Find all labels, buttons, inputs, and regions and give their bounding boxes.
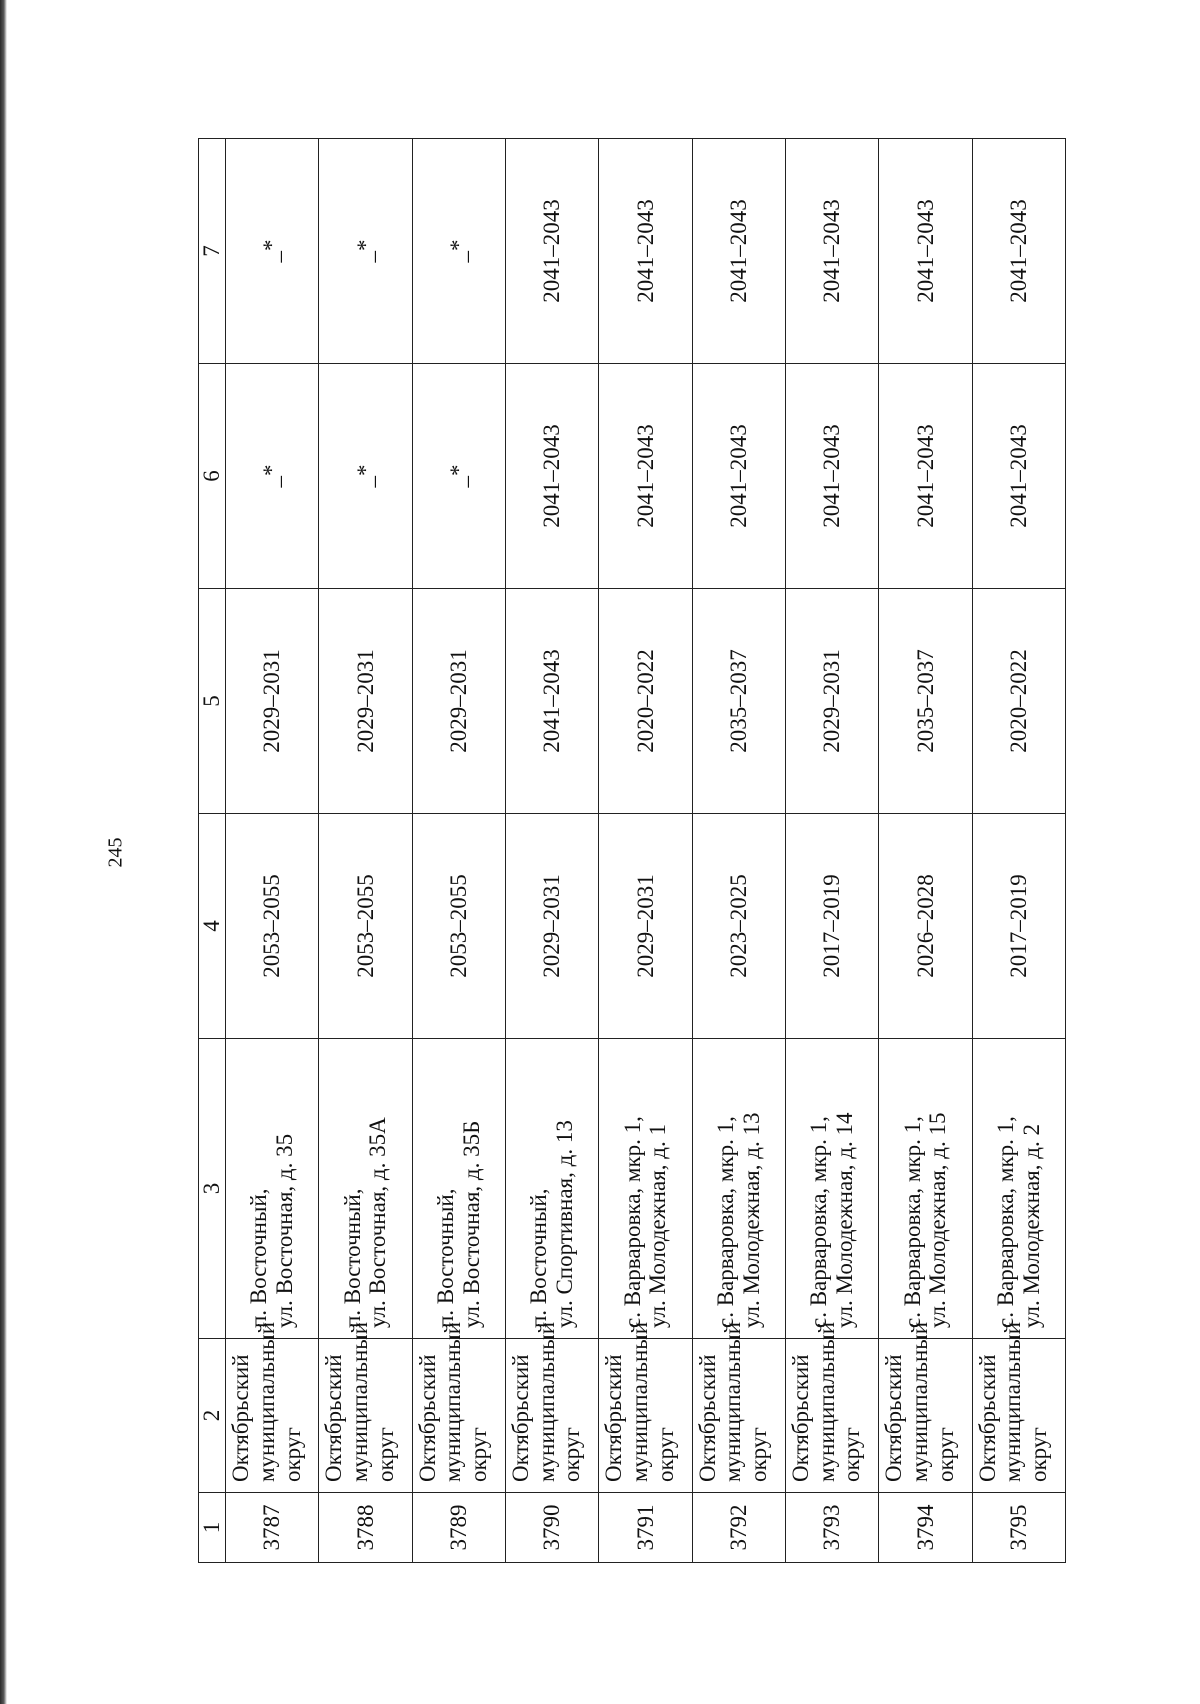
- column-header-6: 6: [199, 364, 226, 589]
- address-line: ул. Молодежная, д. 13: [738, 1112, 764, 1328]
- header-row: [199, 139, 226, 1563]
- address-cell: [319, 1039, 412, 1339]
- district-line: Октябрьский: [321, 1354, 347, 1482]
- table-row: [972, 139, 1065, 1563]
- row-number-cell: 3792: [692, 1493, 785, 1563]
- district-line: муниципальный: [1000, 1321, 1026, 1482]
- district-cell: [505, 1321, 598, 1493]
- period-cell-c5: 2020–2022: [599, 589, 692, 814]
- address-line: ул. Спортивная, д. 13: [552, 1120, 578, 1328]
- district-line: Октябрьский: [414, 1354, 440, 1482]
- period-cell-c7: _*: [319, 139, 412, 364]
- table-row: [412, 139, 505, 1563]
- period-cell-c5: 2029–2031: [785, 589, 878, 814]
- district-cell: [785, 1321, 878, 1493]
- address-line: ул. Молодежная, д. 14: [832, 1112, 858, 1328]
- district-line: муниципальный: [720, 1321, 746, 1482]
- period-cell-c6: _*: [412, 364, 505, 589]
- page-number-text: 245: [104, 837, 127, 867]
- district-line: муниципальный: [347, 1321, 373, 1482]
- period-cell-c4: 2029–2031: [599, 814, 692, 1039]
- period-cell-c7: 2041–2043: [879, 139, 972, 364]
- address-line: ул. Восточная, д. 35: [272, 1133, 298, 1328]
- district-cell: [879, 1321, 972, 1493]
- address-cell: [692, 1039, 785, 1339]
- address-line: ул. Восточная, д. 35Б: [458, 1120, 484, 1328]
- period-cell-c6: 2041–2043: [505, 364, 598, 589]
- row-number-cell: 3795: [972, 1493, 1065, 1563]
- period-cell-c7: _*: [412, 139, 505, 364]
- district-line: округ: [1026, 1427, 1052, 1482]
- address-line: ул. Молодежная, д. 15: [925, 1112, 951, 1328]
- table-row: [785, 139, 878, 1563]
- district-line: муниципальный: [533, 1321, 559, 1482]
- period-cell-c4: 2029–2031: [505, 814, 598, 1039]
- period-cell-c6: 2041–2043: [785, 364, 878, 589]
- address-cell: [879, 1039, 972, 1339]
- period-cell-c6: 2041–2043: [879, 364, 972, 589]
- district-line: округ: [372, 1427, 398, 1482]
- period-cell-c4: 2053–2055: [412, 814, 505, 1039]
- address-line: п. Восточный,: [339, 1188, 365, 1328]
- period-cell-c7: 2041–2043: [785, 139, 878, 364]
- district-cell: [412, 1321, 505, 1493]
- district-line: Октябрьский: [881, 1354, 907, 1482]
- column-header-7: 7: [199, 139, 226, 364]
- address-line: п. Восточный,: [526, 1188, 552, 1328]
- period-cell-c5: 2035–2037: [879, 589, 972, 814]
- address-line: ул. Восточная, д. 35А: [365, 1117, 391, 1328]
- period-cell-c5: 2020–2022: [972, 589, 1065, 814]
- district-line: Октябрьский: [228, 1354, 253, 1482]
- district-line: муниципальный: [253, 1321, 279, 1482]
- district-line: Октябрьский: [601, 1354, 627, 1482]
- table-header: [199, 139, 226, 1563]
- address-line: с. Варваровка, мкр. 1,: [806, 1116, 832, 1328]
- row-number-cell: 3787: [226, 1493, 319, 1563]
- district-cell: [692, 1321, 785, 1493]
- address-line: с. Варваровка, мкр. 1,: [899, 1116, 925, 1328]
- period-cell-c5: 2029–2031: [412, 589, 505, 814]
- row-number-cell: 3789: [412, 1493, 505, 1563]
- column-header-2: 2: [199, 1339, 226, 1493]
- address-cell: [505, 1039, 598, 1339]
- row-number-cell: 3790: [505, 1493, 598, 1563]
- district-line: Октябрьский: [507, 1354, 533, 1482]
- row-number-cell: 3793: [785, 1493, 878, 1563]
- table-row: [505, 139, 598, 1563]
- period-cell-c6: _*: [226, 364, 319, 589]
- period-cell-c5: 2029–2031: [226, 589, 319, 814]
- period-cell-c4: 2017–2019: [972, 814, 1065, 1039]
- district-line: муниципальный: [440, 1321, 466, 1482]
- column-header-5: 5: [199, 589, 226, 814]
- district-line: муниципальный: [627, 1321, 653, 1482]
- period-cell-c4: 2053–2055: [226, 814, 319, 1039]
- table-row: [319, 139, 412, 1563]
- data-table: [198, 138, 1066, 1563]
- column-header-4: 4: [199, 814, 226, 1039]
- table-row: [879, 139, 972, 1563]
- address-line: ул. Молодежная, д. 2: [1018, 1124, 1044, 1328]
- district-cell: [972, 1321, 1065, 1493]
- address-line: с. Варваровка, мкр. 1,: [713, 1116, 739, 1328]
- period-cell-c5: 2041–2043: [505, 589, 598, 814]
- period-cell-c6: 2041–2043: [599, 364, 692, 589]
- period-cell-c6: 2041–2043: [692, 364, 785, 589]
- period-cell-c4: 2053–2055: [319, 814, 412, 1039]
- period-cell-c6: 2041–2043: [972, 364, 1065, 589]
- address-line: с. Варваровка, мкр. 1,: [619, 1116, 645, 1328]
- district-line: округ: [559, 1427, 585, 1482]
- district-line: Октябрьский: [694, 1354, 720, 1482]
- address-line: п. Восточный,: [433, 1188, 459, 1328]
- period-cell-c7: 2041–2043: [505, 139, 598, 364]
- table-row: [599, 139, 692, 1563]
- district-cell: [319, 1321, 412, 1493]
- address-line: ул. Молодежная, д. 1: [645, 1124, 671, 1328]
- district-line: округ: [279, 1427, 305, 1482]
- period-cell-c7: 2041–2043: [972, 139, 1065, 364]
- period-cell-c7: 2041–2043: [692, 139, 785, 364]
- row-number-cell: 3791: [599, 1493, 692, 1563]
- address-cell: [599, 1039, 692, 1339]
- address-line: с. Варваровка, мкр. 1,: [993, 1116, 1019, 1328]
- period-cell-c5: 2029–2031: [319, 589, 412, 814]
- table-frame: [198, 139, 1066, 1563]
- address-cell: [226, 1039, 319, 1339]
- page-number: [96, 832, 136, 872]
- period-cell-c7: 2041–2043: [599, 139, 692, 364]
- district-line: округ: [652, 1427, 678, 1482]
- table-row: [692, 139, 785, 1563]
- address-cell: [412, 1039, 505, 1339]
- address-cell: [972, 1039, 1065, 1339]
- column-header-3: 3: [199, 1039, 226, 1339]
- address-cell: [785, 1039, 878, 1339]
- district-line: Октябрьский: [974, 1354, 1000, 1482]
- district-cell: [226, 1321, 319, 1493]
- period-cell-c4: 2017–2019: [785, 814, 878, 1039]
- period-cell-c4: 2026–2028: [879, 814, 972, 1039]
- period-cell-c7: _*: [226, 139, 319, 364]
- scan-edge-shadow: [0, 0, 7, 1704]
- district-line: округ: [466, 1427, 492, 1482]
- table-row: [226, 139, 319, 1563]
- period-cell-c5: 2035–2037: [692, 589, 785, 814]
- table-body: [226, 139, 1066, 1563]
- district-line: округ: [932, 1427, 958, 1482]
- district-line: Октябрьский: [787, 1354, 813, 1482]
- district-line: округ: [746, 1427, 772, 1482]
- row-number-cell: 3794: [879, 1493, 972, 1563]
- period-cell-c4: 2023–2025: [692, 814, 785, 1039]
- column-header-1: 1: [199, 1493, 226, 1563]
- row-number-cell: 3788: [319, 1493, 412, 1563]
- period-cell-c6: _*: [319, 364, 412, 589]
- district-line: муниципальный: [907, 1321, 933, 1482]
- address-line: п. Восточный,: [246, 1188, 272, 1328]
- district-cell: [599, 1321, 692, 1493]
- district-line: муниципальный: [813, 1321, 839, 1482]
- district-line: округ: [839, 1427, 865, 1482]
